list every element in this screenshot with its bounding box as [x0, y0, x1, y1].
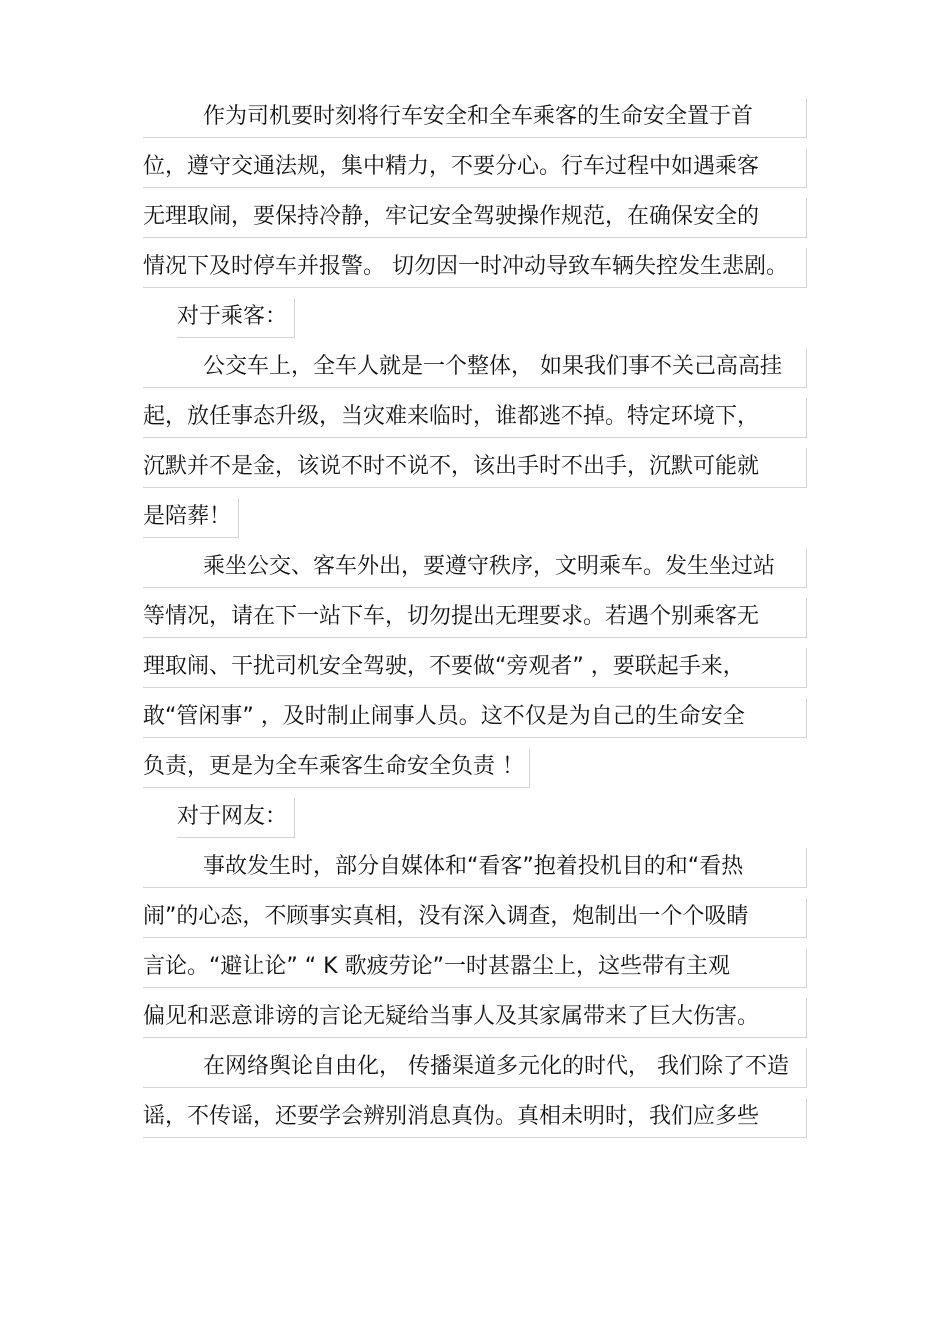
text-line: 起，放任事态升级，当灾难来临时，谁都逃不掉。特定环境下，: [143, 398, 807, 438]
text-line: 敢“管闲事” ，及时制止闹事人员。这不仅是为自己的生命安全: [143, 698, 807, 738]
text-line: 谣，不传谣，还要学会辨别消息真伪。真相未明时，我们应多些: [143, 1098, 807, 1138]
text-line: 是陪葬！: [143, 498, 239, 538]
text-line: 在网络舆论自由化， 传播渠道多元化的时代， 我们除了不造: [143, 1048, 807, 1088]
text-line: 无理取闹，要保持冷静，牢记安全驾驶操作规范，在确保安全的: [143, 198, 807, 238]
text-line: 等情况，请在下一站下车，切勿提出无理要求。若遇个别乘客无: [143, 598, 807, 638]
text-line: 言论。“避让论” “ K 歌疲劳论”一时甚嚣尘上，这些带有主观: [143, 948, 807, 988]
text-line: 位，遵守交通法规，集中精力，不要分心。行车过程中如遇乘客: [143, 148, 807, 188]
text-line: 偏见和恶意诽谤的言论无疑给当事人及其家属带来了巨大伤害。: [143, 998, 807, 1038]
text-line: 事故发生时，部分自媒体和“看客”抱着投机目的和“看热: [143, 848, 807, 888]
text-line: 作为司机要时刻将行车安全和全车乘客的生命安全置于首: [143, 98, 807, 138]
text-line: 沉默并不是金，该说不时不说不，该出手时不出手，沉默可能就: [143, 448, 807, 488]
text-line: 情况下及时停车并报警。 切勿因一时冲动导致车辆失控发生悲剧。: [143, 248, 807, 288]
text-line: 闹”的心态，不顾事实真相，没有深入调查，炮制出一个个吸睛: [143, 898, 807, 938]
text-line: 负责，更是为全车乘客生命安全负责 ！: [143, 748, 530, 788]
section-heading-netizens: 对于网友：: [177, 798, 295, 838]
text-line: 乘坐公交、客车外出，要遵守秩序，文明乘车。发生坐过站: [143, 548, 807, 588]
text-line: 公交车上，全车人就是一个整体， 如果我们事不关己高高挂: [143, 348, 807, 388]
section-heading-passengers: 对于乘客：: [177, 298, 295, 338]
text-line: 理取闹、干扰司机安全驾驶，不要做“旁观者” ，要联起手来，: [143, 648, 807, 688]
